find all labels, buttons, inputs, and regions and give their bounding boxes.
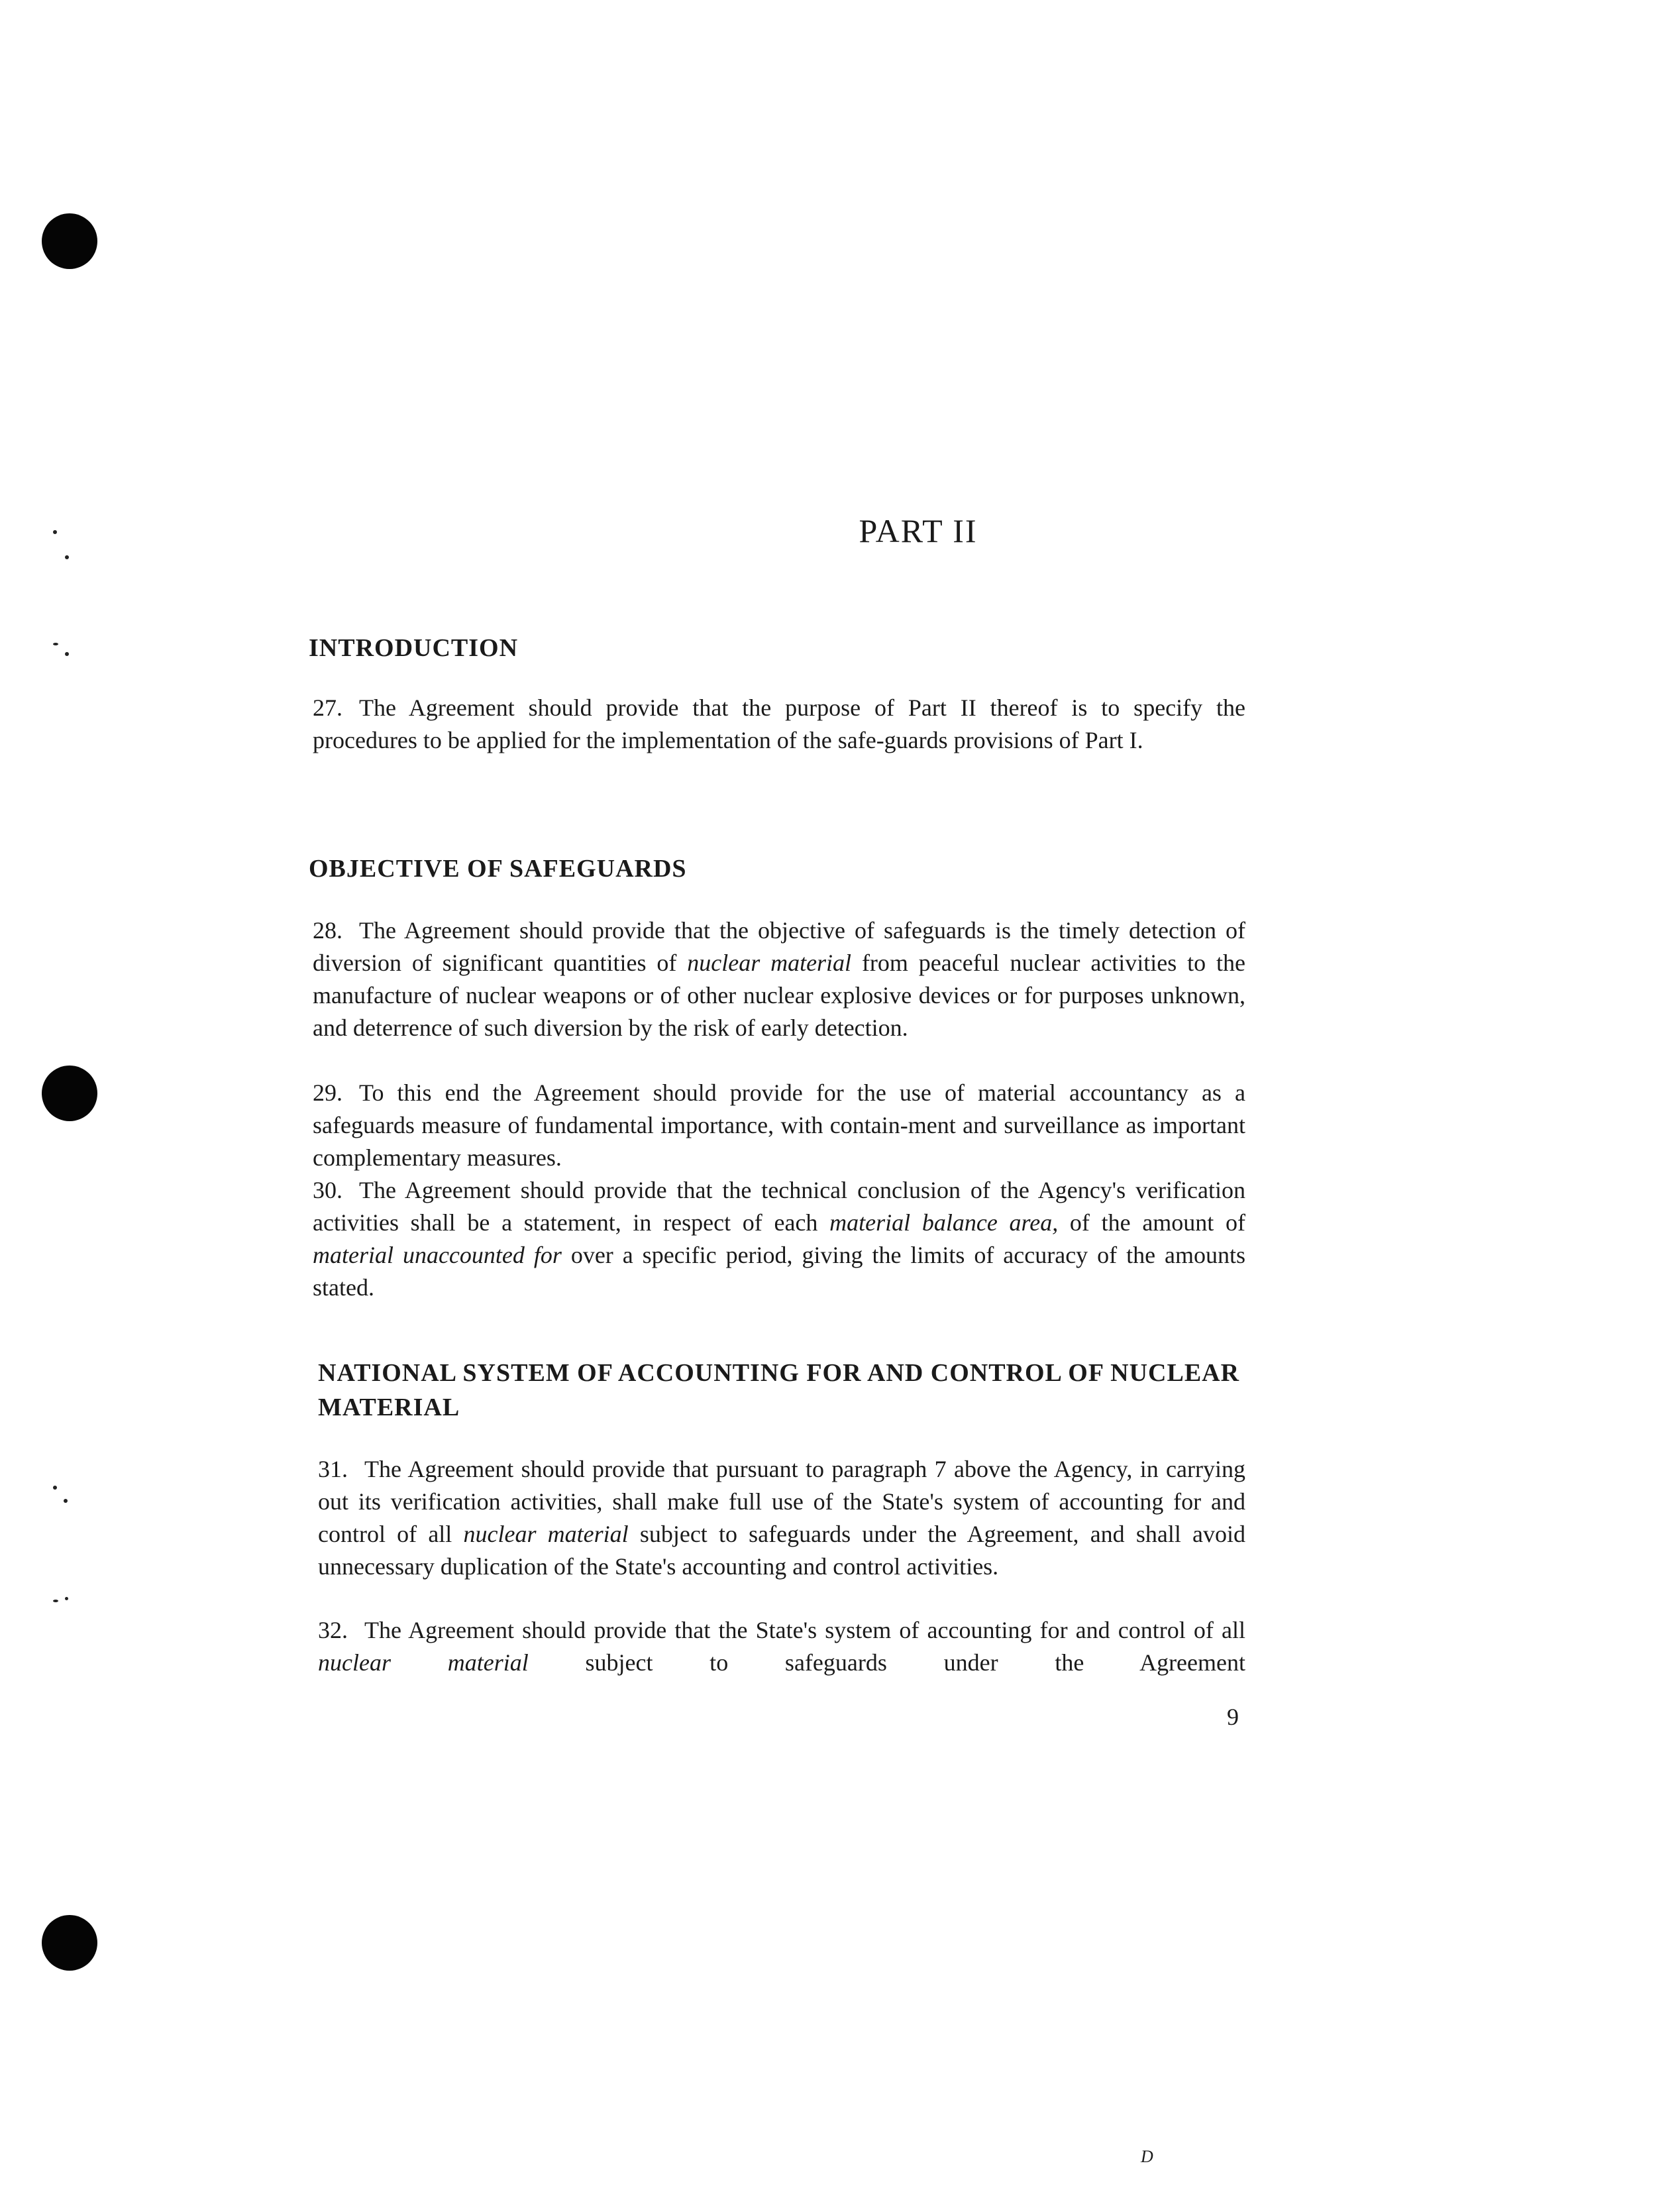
punch-hole-middle — [42, 1066, 97, 1121]
paragraph-number: 28. — [313, 917, 342, 944]
scan-speck — [53, 643, 58, 645]
section-heading-introduction: INTRODUCTION — [309, 634, 519, 662]
paragraph-31 — [318, 1453, 1245, 1583]
paragraph-32 — [318, 1614, 1245, 1679]
scan-speck — [65, 652, 69, 656]
scan-speck — [65, 555, 69, 559]
section-heading-national-system: NATIONAL SYSTEM OF ACCOUNTING FOR AND CONTROL OF NUCLEAR MATERIAL — [318, 1359, 1240, 1421]
paragraph-text: subject to safeguards under the Agreement, and shall avoid unnecessary duplication of the State's accounting and control activities. — [318, 1521, 1246, 1580]
scan-speck — [64, 1499, 68, 1503]
part-title: PART II — [859, 512, 978, 549]
italic-term: nuclear material — [318, 1649, 529, 1676]
punch-hole-top — [42, 213, 97, 269]
page-number: 9 — [1227, 1704, 1239, 1730]
paragraph-number: 27. — [313, 694, 342, 721]
paragraph-28 — [313, 914, 1245, 1044]
scan-speck — [65, 1597, 68, 1600]
paragraph-30 — [313, 1174, 1245, 1304]
italic-term: nuclear material — [463, 1521, 629, 1547]
stray-mark: D — [1141, 2147, 1153, 2166]
paragraph-text: of the amount of — [1069, 1209, 1246, 1236]
section-heading-objective-of-safeguards: OBJECTIVE OF SAFEGUARDS — [309, 855, 687, 883]
paragraph-text: The Agreement should provide that the State's system of accounting for and control of all — [364, 1617, 1245, 1643]
paragraph-text: from peaceful nuclear activities to the manufacture of nuclear weapons or of other nuclear explosive devices or for purposes unknown, and deterrence of such diversion by the risk of early detection. — [313, 950, 1246, 1041]
paragraph-text: subject to safeguards under the Agreement — [585, 1649, 1245, 1676]
punch-hole-bottom — [42, 1915, 97, 1971]
paragraph-29 — [313, 1077, 1245, 1174]
paragraph-number: 30. — [313, 1177, 342, 1203]
paragraph-27 — [313, 692, 1245, 757]
scan-speck — [53, 1486, 57, 1490]
paragraph-text: over a specific period, giving the limits of accuracy of the amounts stated. — [313, 1242, 1246, 1301]
paragraph-number: 29. — [313, 1079, 342, 1106]
paragraph-text: The Agreement should provide that pursuant to paragraph 7 above the Agency, in carrying out its verification activities, shall make full use of the State's system of accounting for and control of all — [318, 1456, 1245, 1547]
paragraph-text: The Agreement should provide that the technical conclusion of the Agency's verification activities shall be a statement, in respect of each — [313, 1177, 1245, 1236]
paragraph-number: 31. — [318, 1456, 348, 1482]
scan-speck — [53, 1600, 58, 1602]
italic-term: nuclear material — [687, 950, 852, 976]
italic-term: material unaccounted for — [313, 1242, 562, 1268]
paragraph-number: 32. — [318, 1617, 348, 1643]
italic-term: material balance area, — [829, 1209, 1059, 1236]
paragraph-text: The Agreement should provide that the objective of safeguards is the timely detection of diversion of significant quantities of — [313, 917, 1245, 976]
paragraph-text: To this end the Agreement should provide for the use of material accountancy as a safeguards measure of fundamental importance, with contain-ment and surveillance as important complementary measures. — [313, 1079, 1245, 1171]
paragraph-text: The Agreement should provide that the purpose of Part II thereof is to specify the procedures to be applied for the implementation of the safe-guards provisions of Part I. — [313, 694, 1245, 753]
